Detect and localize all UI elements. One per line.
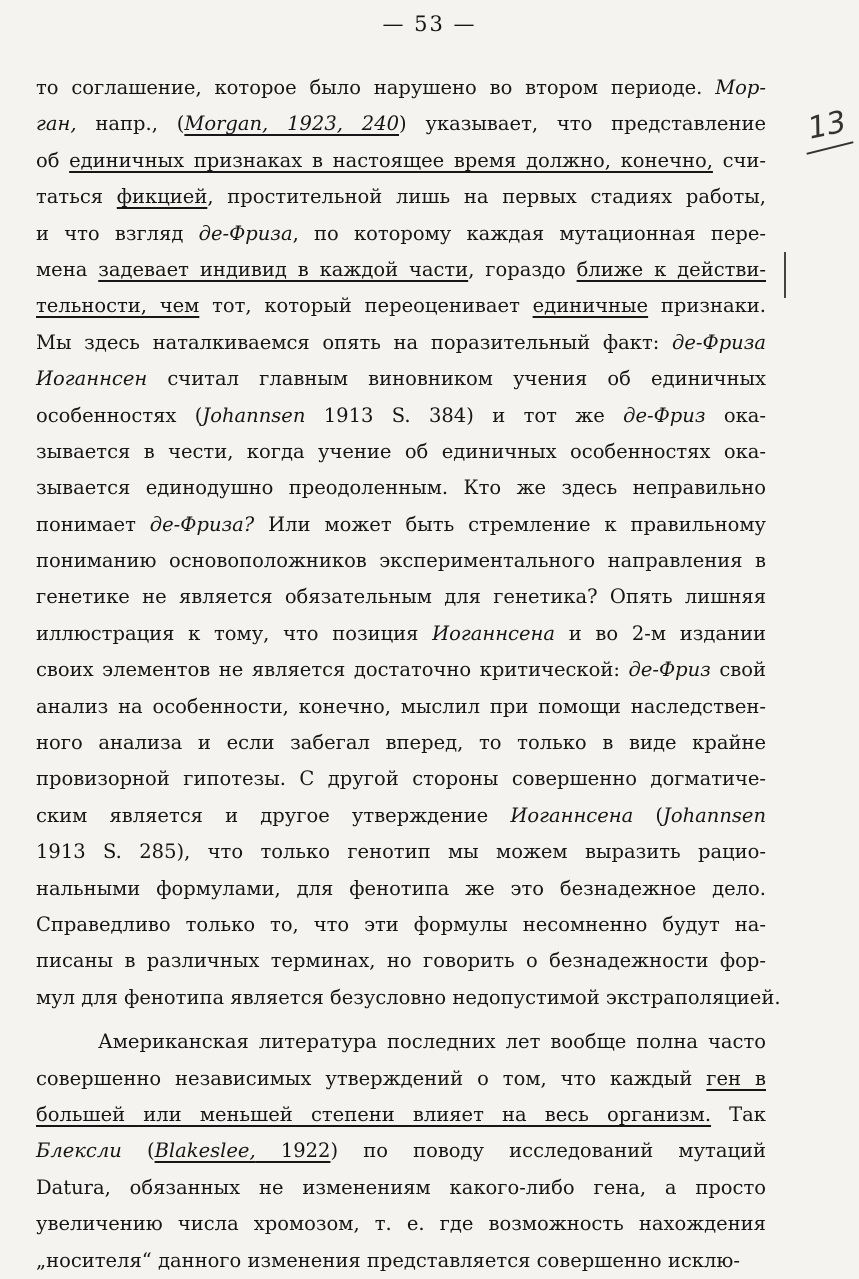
text-line bbox=[36, 725, 766, 761]
text-segment: единичные bbox=[532, 294, 649, 318]
text-line bbox=[36, 216, 766, 252]
text-segment: Американская литература последних лет вообще полна часто bbox=[98, 1030, 766, 1054]
text-segment: пониманию основоположников экспериментального направления в bbox=[36, 549, 766, 573]
text-line bbox=[36, 434, 766, 470]
text-segment: фикцией bbox=[116, 185, 208, 209]
author-name: Иоганнсен bbox=[36, 367, 148, 391]
text-segment: мул для фенотипа является безусловно недопустимой экстраполяцией. bbox=[36, 985, 781, 1009]
text-line bbox=[36, 689, 766, 725]
text-segment: тот, который переоценивает bbox=[199, 294, 533, 318]
author-name: Иоганнсена bbox=[510, 803, 634, 827]
text-line bbox=[36, 579, 766, 615]
text-line bbox=[36, 70, 766, 106]
author-name: Мор- bbox=[715, 76, 766, 99]
text-segment: увеличению числа хромозом, т. е. где возможность нахождения bbox=[36, 1212, 766, 1236]
author-name: Иоганнсена bbox=[432, 621, 555, 645]
text-segment: единичных признаках в настоящее время должно, конечно, bbox=[69, 148, 713, 172]
author-name: де-Фриз bbox=[623, 403, 706, 427]
author-name: Blakeslee, bbox=[154, 1139, 256, 1163]
text-segment: иллюстрация к тому, что позиция bbox=[36, 621, 433, 645]
text-segment: мена bbox=[36, 257, 99, 281]
author-name: де-Фриза bbox=[672, 330, 766, 354]
text-segment: совершенно независимых утверждений о том, что каждый bbox=[36, 1066, 707, 1090]
text-segment: , простительной лишь на первых стадиях работы, bbox=[207, 185, 766, 209]
text-segment: ( bbox=[633, 803, 664, 827]
text-segment: зывается единодушно преодоленным. Кто же здесь неправильно bbox=[36, 476, 766, 500]
text-line bbox=[36, 179, 766, 215]
text-segment: и во 2-м издании bbox=[555, 621, 766, 645]
text-line bbox=[36, 907, 766, 943]
author-name: де-Фриз bbox=[628, 658, 711, 682]
text-line bbox=[36, 543, 766, 579]
body-text bbox=[36, 70, 781, 1279]
author-name: Johannsen bbox=[202, 403, 306, 427]
margin-vertical-mark bbox=[784, 252, 786, 298]
text-line bbox=[36, 507, 766, 543]
text-segment: ока- bbox=[705, 403, 767, 427]
text-segment: нальными формулами, для фенотипа же это безнадежное дело. bbox=[36, 876, 766, 900]
text-line bbox=[36, 652, 766, 688]
text-segment: признаки. bbox=[648, 294, 766, 318]
text-segment: своих элементов не является достаточно критической: bbox=[36, 658, 629, 682]
author-name: де-Фриза bbox=[198, 221, 293, 245]
page-number: — 53 — bbox=[382, 12, 477, 36]
text-segment: Datura, обязанных не изменениям какого-либо гена, а просто bbox=[36, 1175, 766, 1199]
text-line bbox=[36, 1243, 766, 1279]
text-segment: зывается в чести, когда учение об единичных особенностях ока- bbox=[36, 439, 766, 463]
text-segment: особенностях ( bbox=[36, 403, 203, 427]
text-line bbox=[36, 871, 766, 907]
text-segment: анализ на особенности, конечно, мыслил при помощи наследствен- bbox=[36, 694, 766, 718]
text-segment: Так bbox=[711, 1102, 766, 1126]
text-line bbox=[36, 1133, 766, 1169]
text-line bbox=[36, 143, 766, 179]
text-line bbox=[36, 761, 766, 797]
text-segment: счи- bbox=[712, 148, 766, 172]
text-line bbox=[36, 1061, 766, 1097]
text-segment: то соглашение, которое было нарушено во втором периоде. bbox=[36, 76, 716, 99]
text-segment: свой bbox=[710, 658, 766, 682]
text-line bbox=[36, 252, 766, 288]
text-segment: задевает индивид в каждой части bbox=[98, 257, 469, 281]
text-segment: Мы здесь наталкиваемся опять на поразительный факт: bbox=[36, 330, 673, 354]
text-segment: 1913 S. 384) и тот же bbox=[305, 403, 624, 427]
text-segment: ного анализа и если забегал вперед, то только в виде крайне bbox=[36, 731, 766, 755]
text-line bbox=[36, 798, 766, 834]
text-segment: ским является и другое утверждение bbox=[36, 803, 511, 827]
text-line bbox=[36, 834, 766, 870]
text-segment: напр., ( bbox=[76, 112, 185, 136]
text-segment: об bbox=[36, 148, 70, 172]
text-segment: понимает bbox=[36, 512, 150, 536]
text-line bbox=[36, 398, 766, 434]
text-line bbox=[36, 361, 766, 397]
text-segment: , по которому каждая мутационная пере- bbox=[292, 221, 766, 245]
text-segment: провизорной гипотезы. С другой стороны совершенно догматиче- bbox=[36, 767, 766, 791]
text-line bbox=[36, 616, 766, 652]
author-name: де-Фриза? bbox=[149, 512, 255, 536]
text-line bbox=[36, 325, 766, 361]
text-segment: ближе к действи- bbox=[576, 257, 766, 281]
text-line bbox=[36, 288, 766, 324]
text-line bbox=[36, 470, 766, 506]
text-segment: Справедливо только то, что эти формулы несомненно будут на- bbox=[36, 912, 766, 936]
text-line bbox=[36, 1097, 766, 1133]
text-segment: , гораздо bbox=[468, 257, 577, 281]
text-segment: писаны в различных терминах, но говорить о безнадежности фор- bbox=[36, 949, 766, 973]
author-name: Блексли bbox=[36, 1139, 122, 1163]
text-segment: ) указывает, что представление bbox=[399, 112, 766, 136]
text-segment: большей или меньшей степени влияет на весь организм. bbox=[36, 1102, 712, 1126]
text-segment: генетике не является обязательным для генетика? Опять лишняя bbox=[36, 585, 766, 609]
text-segment: ген в bbox=[706, 1066, 766, 1090]
text-segment: таться bbox=[36, 185, 117, 209]
text-line bbox=[36, 106, 766, 142]
author-name: ган, bbox=[36, 112, 77, 136]
text-line bbox=[36, 1170, 766, 1206]
text-line bbox=[36, 943, 766, 979]
text-segment: „носителя“ данного изменения представляется совершенно исклю- bbox=[36, 1248, 740, 1272]
text-line bbox=[36, 1206, 766, 1242]
text-segment: 1913 S. 285), что только генотип мы можем выразить рацио- bbox=[36, 840, 766, 864]
text-segment: Или может быть стремление к правильному bbox=[254, 512, 766, 536]
text-segment: 1922 bbox=[255, 1139, 331, 1163]
text-line bbox=[36, 980, 781, 1016]
text-segment: и что взгляд bbox=[36, 221, 199, 245]
text-segment: ) по поводу исследований мутаций bbox=[330, 1139, 767, 1163]
text-segment: ( bbox=[121, 1139, 155, 1163]
handwritten-margin-note: 13 bbox=[804, 104, 850, 147]
author-name: Morgan, 1923, 240 bbox=[184, 112, 400, 136]
text-segment: считал главным виновником учения об единичных bbox=[147, 367, 766, 391]
text-segment: тельности, чем bbox=[36, 294, 200, 318]
author-name: Johannsen bbox=[663, 803, 766, 827]
text-line bbox=[36, 1024, 766, 1060]
